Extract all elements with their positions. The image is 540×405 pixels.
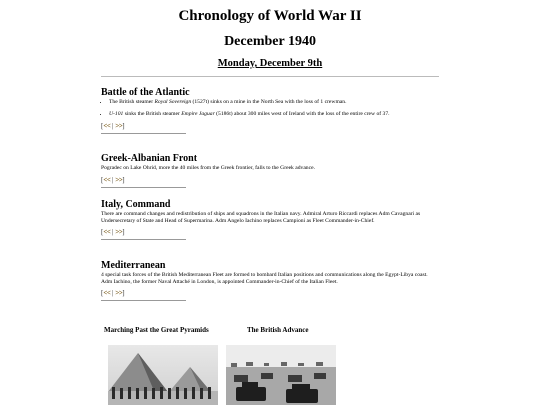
ship-name: Empire Jaguar: [181, 110, 215, 117]
prev-link[interactable]: <<: [103, 122, 111, 131]
section-mediterranean: [101, 260, 439, 301]
section-heading: Greek-Albanian Front: [101, 153, 198, 164]
page-title: Chronology of World War II: [178, 8, 362, 24]
section-nav: [101, 176, 439, 185]
page-date: Monday, December 9th: [217, 58, 323, 69]
nav-bracket: ]: [122, 289, 125, 298]
next-link[interactable]: >>: [115, 122, 123, 131]
nav-sep: |: [112, 289, 114, 298]
next-link[interactable]: >>: [115, 289, 123, 298]
list-item: [109, 111, 439, 118]
section-text: Pogradec on Lake Ohrid, more the 40 miles from the Greek frontier, falls to the Greek advance.: [101, 165, 315, 171]
nav-bracket: [: [101, 228, 104, 237]
divider: [101, 300, 186, 301]
section-heading: Battle of the Atlantic: [101, 87, 190, 98]
prev-link[interactable]: <<: [103, 175, 111, 184]
divider: [101, 239, 186, 240]
next-link[interactable]: >>: [115, 175, 123, 184]
event-list: [101, 99, 439, 117]
section-heading: Italy, Command: [101, 199, 171, 210]
nav-bracket: [: [101, 175, 104, 184]
photo-caption-advance: The British Advance: [247, 326, 309, 334]
prev-link[interactable]: <<: [103, 289, 111, 298]
nav-bracket: ]: [122, 175, 125, 184]
divider: [101, 187, 186, 188]
text: The British steamer: [109, 99, 155, 105]
ship-name: U-101: [109, 110, 124, 117]
section-nav: [101, 122, 439, 131]
text: (1527t) sinks on a mine in the North Sea with the loss of 1 crewman.: [191, 99, 347, 105]
nav-bracket: ]: [122, 228, 125, 237]
advance-image: [226, 345, 336, 405]
section-heading: Mediterranean: [101, 260, 166, 271]
section-italy-command: [101, 199, 439, 240]
prev-link[interactable]: <<: [103, 228, 111, 237]
nav-bracket: [: [101, 122, 104, 131]
ship-name: Royal Sovereign: [154, 99, 192, 105]
next-link[interactable]: >>: [115, 228, 123, 237]
list-item: [109, 99, 439, 106]
text: sinks the British steamer: [123, 110, 182, 117]
nav-sep: |: [112, 228, 114, 237]
nav-bracket: ]: [122, 122, 125, 131]
nav-bracket: [: [101, 289, 104, 298]
divider: [101, 76, 439, 77]
page-month: December 1940: [224, 34, 316, 49]
section-greek-albanian: [101, 153, 439, 188]
photo-pyramids[interactable]: [108, 345, 218, 405]
section-battle-atlantic: [101, 87, 439, 134]
photo-british-advance[interactable]: [226, 345, 336, 405]
pyramids-image: [108, 345, 218, 405]
text: (5186t) about 300 miles west of Ireland with the loss of the entire crew of 37.: [214, 110, 390, 117]
section-nav: [101, 228, 439, 237]
section-text: 4 special task forces of the British Mediterranean Fleet are formed to bombard Italian positions and communications along the Egypt-Libya coast. Adm Iachino, the former Naval Attaché in London, is appointed Commander-in-Chief of the Italian Fleet.: [101, 272, 428, 285]
section-nav: [101, 289, 439, 298]
section-text: There are command changes and redistribution of ships and squadrons in the Italian navy. Admiral Arturo Riccardi replaces Adm Cavagnari as Undersecretary of State and Head of Supermarina. Adm Angelo Iachino replaces Campioni as Fleet Commander-in-Chief.: [101, 211, 421, 224]
photo-caption-pyramids: Marching Past the Great Pyramids: [104, 326, 209, 334]
nav-sep: |: [112, 175, 114, 184]
divider: [101, 133, 186, 134]
nav-sep: |: [112, 122, 114, 131]
